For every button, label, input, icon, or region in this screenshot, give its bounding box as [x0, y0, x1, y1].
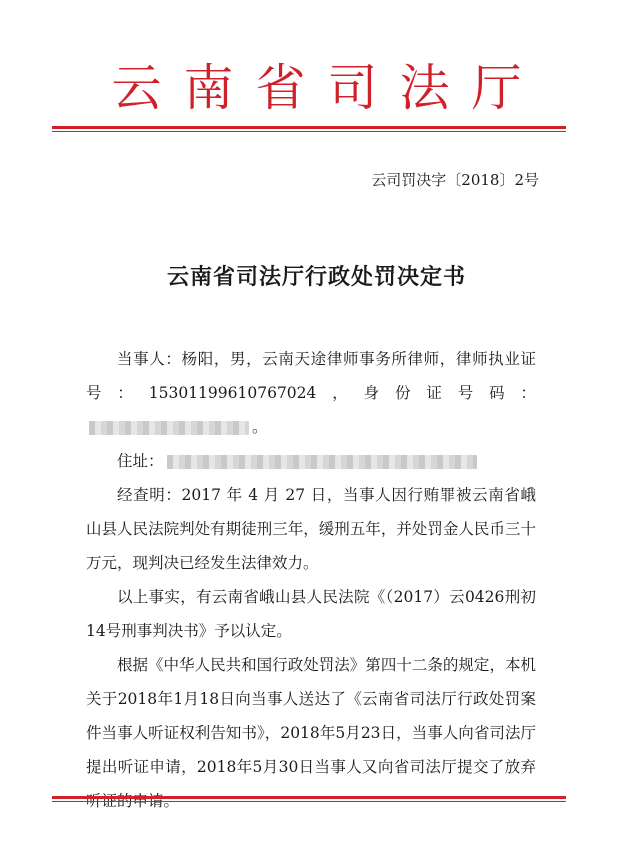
- document-number: 云司罚决字〔2018〕2号: [371, 171, 539, 189]
- letterhead-rule-thick: [52, 126, 566, 129]
- finding-paragraph: 经查明：2017 年 4 月 27 日，当事人因行贿罪被云南省峨山县人民法院判处有期徒刑三年，缓刑五年，并处罚金人民币三十万元，现判决已经发生法律效力。: [86, 486, 536, 572]
- address-paragraph: [86, 444, 536, 478]
- party-paragraph: [86, 342, 536, 444]
- letterhead-title: 云南省司法厅: [111, 59, 544, 117]
- party-text-end: 。: [252, 418, 268, 436]
- footer-rule-thin: [52, 801, 566, 802]
- letterhead-rule-thin: [52, 131, 566, 132]
- document-title: 云南省司法厅行政处罚决定书: [166, 264, 466, 290]
- fact-paragraph: 以上事实，有云南省峨山县人民法院《（2017）云0426刑初14号刑事判决书》予以认定。: [86, 588, 536, 640]
- party-text: 当事人：杨阳，男，云南天途律师事务所律师，律师执业证号：15301199610767024，身份证号码：: [86, 350, 536, 402]
- footer-rule-thick: [52, 796, 566, 799]
- redacted-address: [167, 455, 477, 469]
- procedure-paragraph: 根据《中华人民共和国行政处罚法》第四十二条的规定，本机关于2018年1月18日向当事人送达了《云南省司法厅行政处罚案件当事人听证权利告知书》，2018年5月23日，当事人向省司法厅提出听证申请，2018年5月30日当事人又向省司法厅提交了放弃: [86, 656, 536, 776]
- address-label: 住址：: [117, 452, 164, 470]
- redacted-id-number: [89, 421, 249, 435]
- document-body: [86, 342, 536, 818]
